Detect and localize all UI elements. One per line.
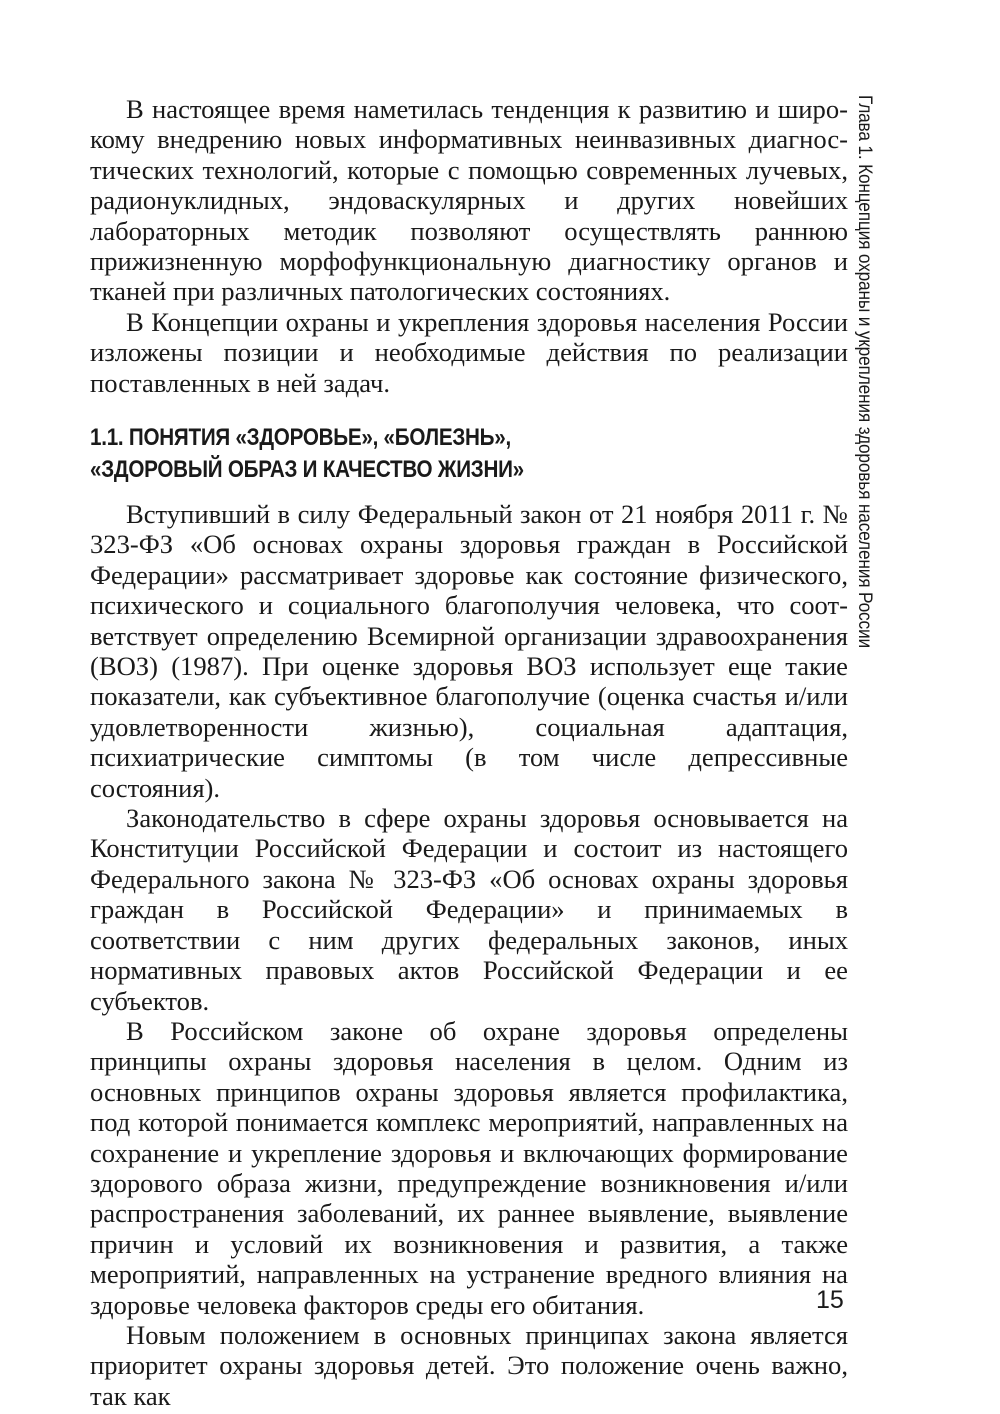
section-heading-line-2: «ЗДОРОВЫЙ ОБРАЗ И КАЧЕСТВО ЖИЗНИ» xyxy=(90,456,524,483)
paragraph: В Российском законе об охране здоровья определены принципы охраны здоровья населения в целом. Одним из основных принципов охраны здоровья является профилактика, под которой понимается комплекс мероприятий, направленных на сохранение и укрепление здоровья и включающих формирование здорового образа жизни, предупреждение возникновения и/или распространения заболеваний, их раннее выявление, выявление причин и условий их возникновения и развития, а также мероприятий, направленных на устранение вредного влияния на здоровье человека факторов среды его обитания. xyxy=(90,1015,848,1320)
running-head xyxy=(853,95,875,670)
paragraph: В настоящее время наметилась тенденция к развитию и широкому внедрению новых информативных неинвазивных диагностических технологий, которые с помощью современных лучевых, радионуклидных, эндоваскулярных и других новейших лабораторных методик позволяют осуществлять раннюю прижизненную морфофункциональную диагностику органов и тканей при различных патологических состояниях. xyxy=(90,94,848,307)
running-head-text: Глава 1. Концепция охраны и укрепления здоровья населения России xyxy=(854,95,875,648)
section-body xyxy=(90,499,848,1411)
section-heading-line-1: 1.1. ПОНЯТИЯ «ЗДОРОВЬЕ», «БОЛЕЗНЬ», xyxy=(90,424,511,451)
intro-text xyxy=(90,94,848,398)
paragraph: Вступивший в силу Федеральный закон от 21 ноября 2011 г. № 323-ФЗ «Об основах охраны здоровья граждан в Российской Федерации» рассматривает здоровье как состояние физического, психического и социального благополучия человека, что соответствует определению Всемирной организации здравоохранения (ВОЗ) (1987). При оценке здоровья ВОЗ использует еще такие показатели, как субъективное благополучие (оценка счастья и/или удовлетворенности жизнью), социальная адаптация, психиатрические симптомы (в том числе депрессивные состояния). xyxy=(90,499,848,803)
page-number: 15 xyxy=(816,1286,844,1314)
section-heading xyxy=(90,422,726,486)
paragraph: Новым положением в основных принципах закона является приоритет охраны здоровья детей. Это положение очень важно, так как xyxy=(90,1319,848,1411)
paragraph: Законодательство в сфере охраны здоровья основывается на Конституции Российской Федерации и состоит из настоящего Федерального закона № 323-ФЗ «Об основах охраны здоровья граждан в Российской Федерации» и принимаемых в соответствии с ним других федеральных законов, иных нормативных правовых актов Российской Федерации и ее субъектов. xyxy=(90,803,848,1016)
paragraph: В Концепции охраны и укрепления здоровья населения России изложены позиции и необходимые действия по реализации поставленных в ней задач. xyxy=(90,306,848,398)
